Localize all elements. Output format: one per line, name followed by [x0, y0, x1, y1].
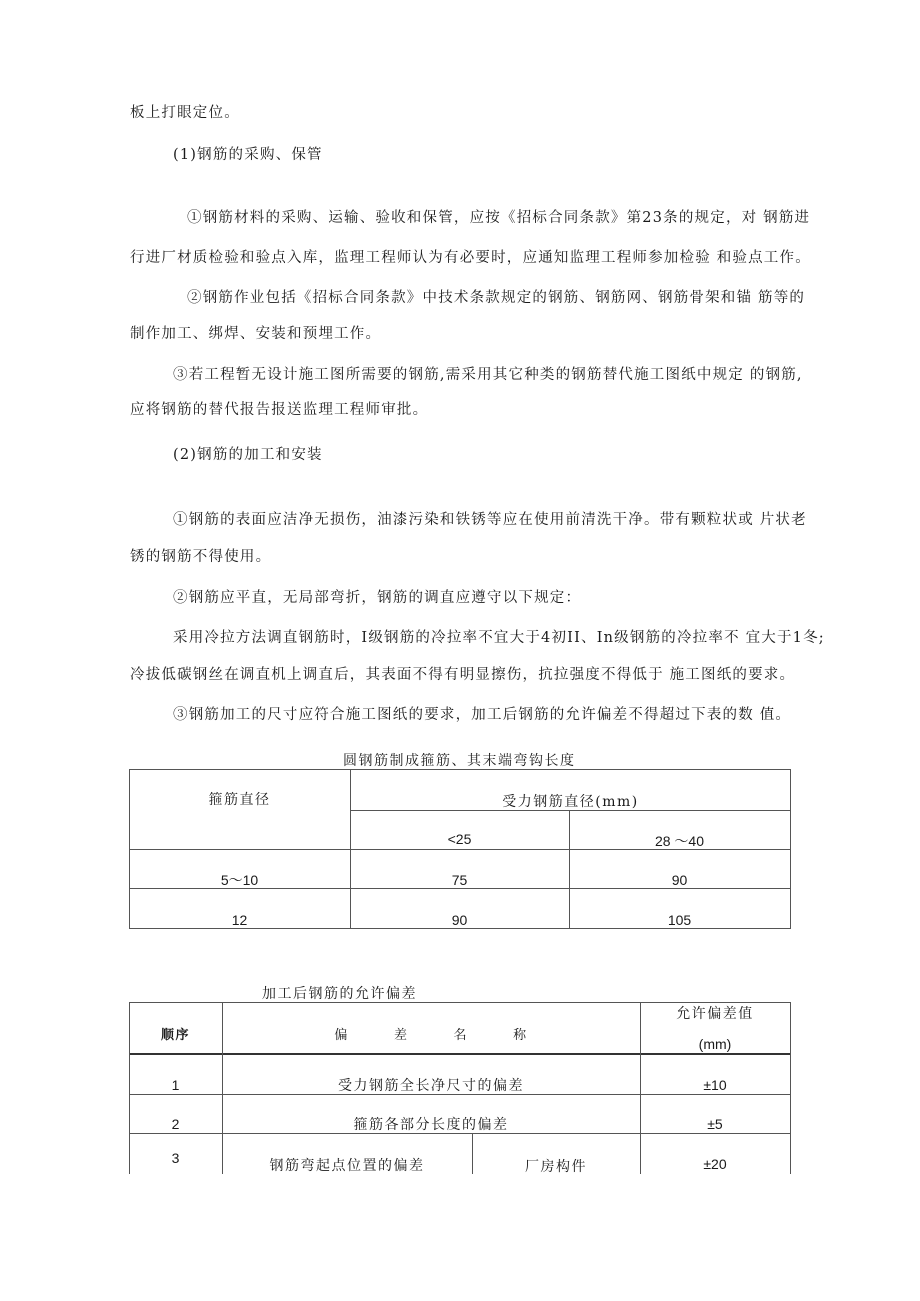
- table-border: [790, 1002, 791, 1174]
- section-heading-procurement: (1)钢筋的采购、保管: [173, 147, 323, 163]
- paragraph-line: 冷拔低碳钢丝在调直机上调直后，其表面不得有明显擦伤，抗拉强度不得低于 施工图纸的要求。: [130, 667, 796, 683]
- table-border: [129, 769, 791, 770]
- paragraph-line: 锈的钢筋不得使用。: [130, 549, 272, 565]
- subheader-28-40: 28 ～40: [654, 833, 705, 849]
- section-heading-processing: (2)钢筋的加工和安装: [173, 447, 323, 463]
- table-border: [129, 928, 791, 929]
- table-cell: 2: [171, 1116, 180, 1132]
- paragraph-line: 板上打眼定位。: [130, 105, 240, 121]
- paragraph-line: 采用冷拉方法调直钢筋时，I级钢筋的冷拉率不宜大于4初II、In级钢筋的冷拉率不 宜大于1冬;: [173, 630, 825, 646]
- table-cell: 受力钢筋全长净尺寸的偏差: [338, 1078, 524, 1094]
- table-cell: 钢筋弯起点位置的偏差: [269, 1158, 425, 1174]
- table-cell: ±20: [703, 1156, 727, 1172]
- paragraph-line: 制作加工、绑焊、安装和预埋工作。: [130, 326, 382, 342]
- header-order: 顺序: [160, 1028, 190, 1043]
- header-deviation-name: 偏 差 名 称: [334, 1028, 528, 1043]
- header-rebar-diameter: 受力钢筋直径(mm): [502, 794, 639, 810]
- table-cell: ±5: [707, 1116, 723, 1132]
- paragraph-line: ②钢筋应平直，无局部弯折，钢筋的调直应遵守以下规定：: [173, 590, 582, 606]
- table-cell: 90: [671, 872, 688, 888]
- table-border: [129, 1053, 791, 1055]
- table-cell: 厂房构件: [525, 1159, 587, 1175]
- table-cell: 75: [451, 872, 468, 888]
- paragraph-line: ②钢筋作业包括《招标合同条款》中技术条款规定的钢筋、钢筋网、钢筋骨架和锚 筋等的: [187, 290, 806, 306]
- table2-caption: 加工后钢筋的允许偏差: [262, 986, 417, 1002]
- table-cell: 箍筋各部分长度的偏差: [353, 1117, 509, 1133]
- table1-caption: 圆钢筋制成箍筋、其末端弯钩长度: [343, 753, 576, 769]
- table-cell: 1: [171, 1077, 180, 1093]
- paragraph-line: 行进厂材质检验和验点入库，监理工程师认为有必要时，应通知监理工程师参加检验 和验点工作。: [130, 250, 811, 266]
- table-cell: 105: [667, 912, 692, 928]
- paragraph-line: ③钢筋加工的尺寸应符合施工图纸的要求，加工后钢筋的允许偏差不得超过下表的数 值。: [173, 707, 792, 723]
- table-cell: 90: [451, 912, 468, 928]
- paragraph-line: 应将钢筋的替代报告报送监理工程师审批。: [130, 402, 429, 418]
- header-allowed-value: 允许偏差值: [676, 1006, 754, 1022]
- table-cell: ±10: [703, 1077, 727, 1093]
- table-cell: 3: [171, 1150, 180, 1166]
- paragraph-line: ③若工程暂无设计施工图所需要的钢筋,需采用其它种类的钢筋替代施工图纸中规定 的钢筋,: [173, 367, 803, 383]
- header-allowed-unit: (mm): [698, 1036, 732, 1052]
- paragraph-line: ①钢筋材料的采购、运输、验收和保管，应按《招标合同条款》第23条的规定，对 钢筋进: [187, 210, 811, 226]
- table-cell: 5～10: [220, 872, 259, 888]
- paragraph-line: ①钢筋的表面应洁净无损伤，油漆污染和铁锈等应在使用前清洗干净。带有颗粒状或 片状老: [173, 512, 807, 528]
- subheader-lt25: <25: [447, 831, 472, 847]
- table-cell: 12: [231, 912, 248, 928]
- header-stirrup-diameter: 箍筋直径: [208, 792, 271, 808]
